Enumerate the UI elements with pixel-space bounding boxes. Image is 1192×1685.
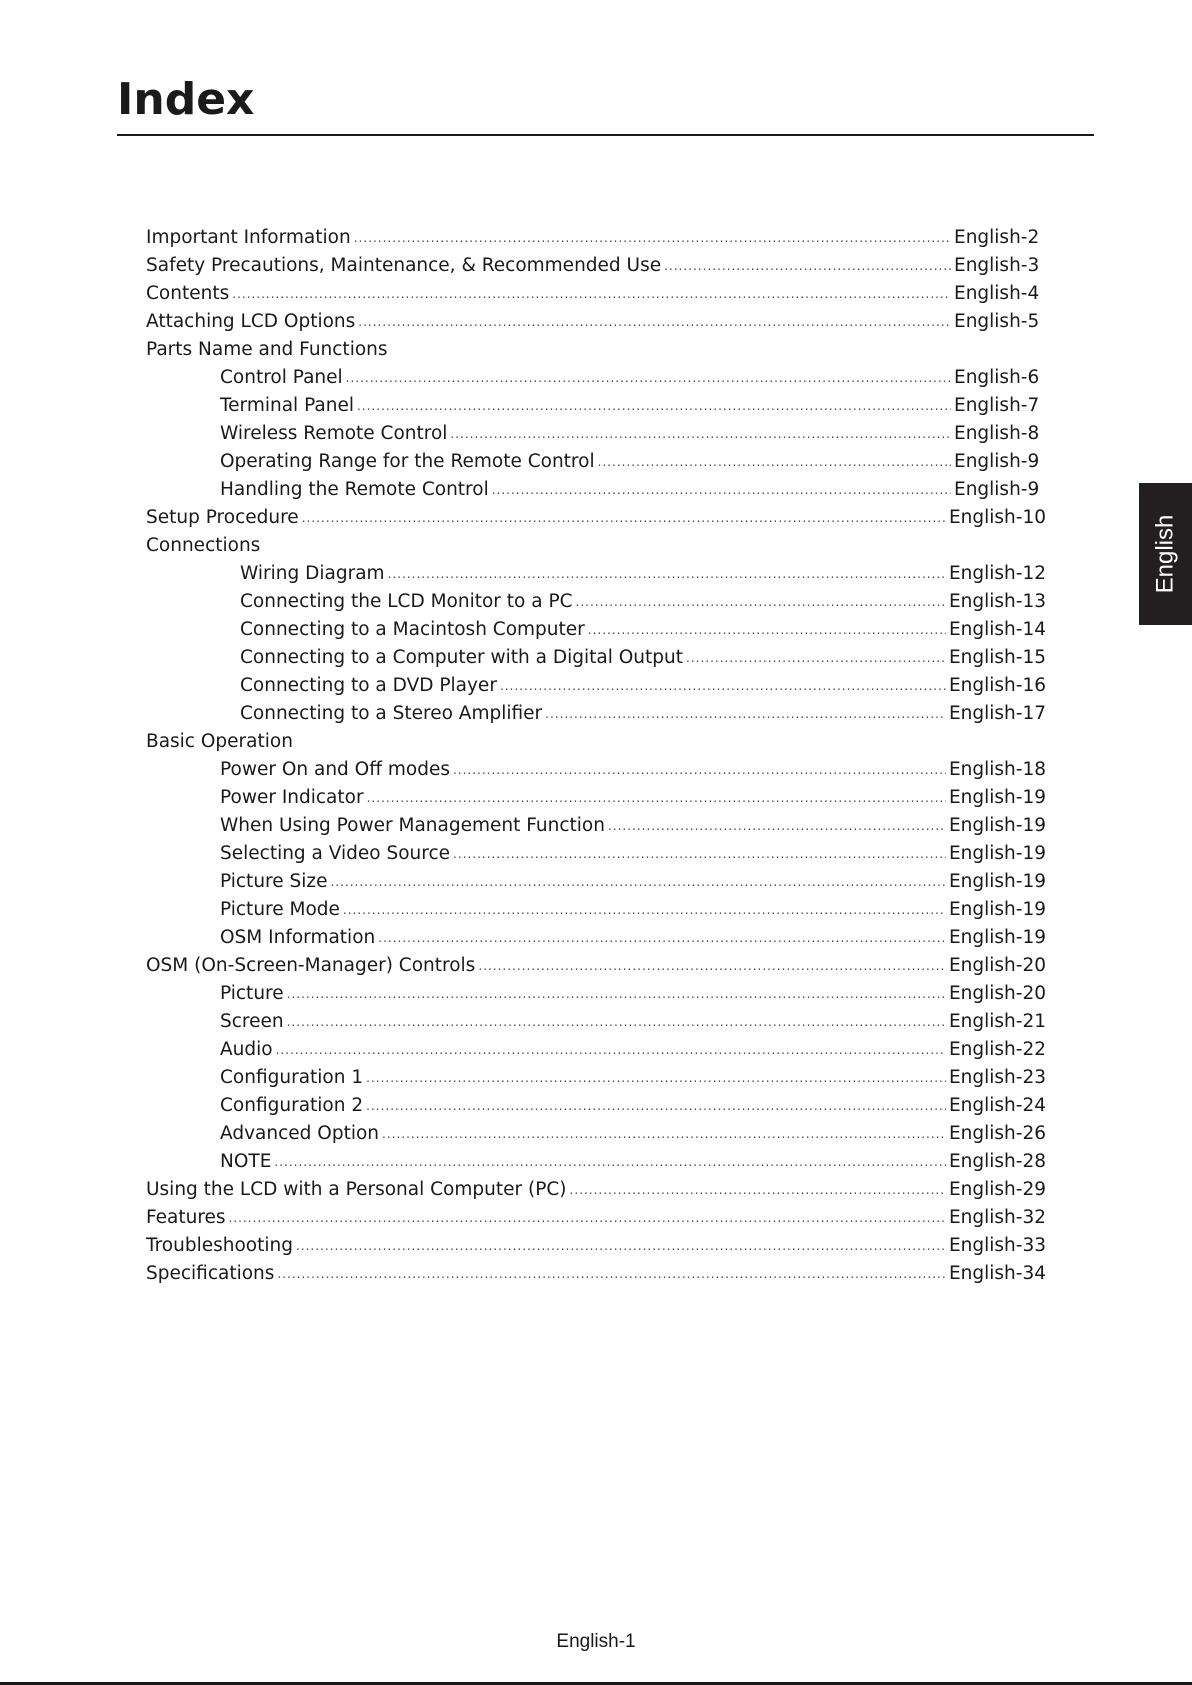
language-side-tab-label: English (1151, 514, 1179, 594)
toc-entry-page: English-6 (954, 367, 1040, 388)
toc-dot-leader (686, 651, 946, 665)
toc-entry-page: English-19 (948, 927, 1046, 948)
toc-entry-label: Connecting to a DVD Player (240, 675, 497, 696)
toc-entry (146, 787, 1046, 815)
toc-dot-leader (382, 1127, 946, 1141)
toc-dot-leader (229, 1211, 946, 1225)
toc-dot-leader (346, 371, 951, 385)
toc-entry-page: English-14 (948, 619, 1046, 640)
toc-entry-page: English-28 (948, 1151, 1046, 1172)
toc-entry (146, 1067, 1046, 1095)
toc-entry (146, 843, 1046, 871)
toc-entry (146, 255, 1046, 283)
toc-entry-label: Connecting to a Computer with a Digital Output (240, 647, 683, 668)
toc-entry-label: Basic Operation (146, 731, 293, 752)
toc-entry-page: English-19 (948, 815, 1046, 836)
toc-dot-leader (378, 931, 946, 945)
toc-entry (146, 283, 1046, 311)
toc-entry (146, 1179, 1046, 1207)
toc-entry-page: English-23 (948, 1067, 1046, 1088)
toc-dot-leader (367, 791, 946, 805)
toc-entry-label: Wiring Diagram (240, 563, 385, 584)
toc-entry-page: English-19 (948, 787, 1046, 808)
toc-entry-label: Handling the Remote Control (220, 479, 489, 500)
toc-entry (146, 1263, 1046, 1291)
toc-entry-page: English-26 (948, 1123, 1046, 1144)
toc-entry (146, 311, 1046, 339)
toc-entry (146, 1011, 1046, 1039)
toc-entry (146, 1151, 1046, 1179)
toc-entry-label: Operating Range for the Remote Control (220, 451, 595, 472)
table-of-contents (146, 227, 1046, 1291)
toc-entry (146, 815, 1046, 843)
toc-entry-page: English-15 (948, 647, 1046, 668)
toc-dot-leader (388, 567, 946, 581)
toc-dot-leader (330, 875, 945, 889)
toc-entry-page: English-4 (954, 283, 1040, 304)
toc-dot-leader (287, 1015, 946, 1029)
toc-dot-leader (500, 679, 946, 693)
toc-entry-page: English-34 (948, 1263, 1046, 1284)
toc-entry-label: Screen (220, 1011, 284, 1032)
toc-entry-page: English-16 (948, 675, 1046, 696)
toc-entry-page: English-5 (954, 311, 1040, 332)
language-side-tab (1139, 483, 1192, 625)
toc-entry-label: Contents (146, 283, 230, 304)
toc-entry-label: Picture Size (220, 871, 328, 892)
toc-entry (146, 647, 1046, 675)
toc-entry-page: English-9 (954, 479, 1040, 500)
toc-entry-label: Connecting to a Macintosh Computer (240, 619, 585, 640)
toc-entry-page: English-29 (948, 1179, 1046, 1200)
toc-entry-label: Safety Precautions, Maintenance, & Recommended Use (146, 255, 662, 276)
toc-entry-label: Specifications (146, 1263, 275, 1284)
toc-entry (146, 871, 1046, 899)
toc-entry-label: Connections (146, 535, 261, 556)
toc-entry (146, 451, 1046, 479)
toc-entry-page: English-19 (948, 871, 1046, 892)
toc-dot-leader (453, 847, 946, 861)
toc-entry (146, 1039, 1046, 1067)
toc-entry (146, 591, 1046, 619)
toc-entry (146, 507, 1046, 535)
toc-dot-leader (576, 595, 946, 609)
toc-entry-label: OSM (On-Screen-Manager) Controls (146, 955, 476, 976)
toc-dot-leader (588, 623, 946, 637)
page-number-footer: English-1 (556, 1631, 636, 1652)
toc-entry (146, 339, 1046, 367)
toc-entry-label: Power On and Off modes (220, 759, 450, 780)
toc-entry-label: NOTE (220, 1151, 272, 1172)
toc-dot-leader (478, 959, 946, 973)
toc-entry-label: Wireless Remote Control (220, 423, 448, 444)
toc-entry (146, 423, 1046, 451)
toc-dot-leader (287, 987, 946, 1001)
toc-entry-label: Important Information (146, 227, 351, 248)
toc-entry-page: English-8 (954, 423, 1040, 444)
toc-entry-page: English-7 (954, 395, 1040, 416)
toc-dot-leader (296, 1239, 946, 1253)
toc-entry-label: Attaching LCD Options (146, 311, 356, 332)
toc-entry-label: Picture Mode (220, 899, 340, 920)
toc-entry-label: Power Indicator (220, 787, 364, 808)
toc-entry-page: English-18 (948, 759, 1046, 780)
toc-dot-leader (545, 707, 946, 721)
toc-dot-leader (366, 1099, 946, 1113)
toc-entry (146, 367, 1046, 395)
toc-entry (146, 395, 1046, 423)
toc-entry-label: Setup Procedure (146, 507, 299, 528)
toc-entry-page: English-24 (948, 1095, 1046, 1116)
toc-entry (146, 927, 1046, 955)
toc-entry-label: Connecting to a Stereo Amplifier (240, 703, 543, 724)
toc-entry-label: Terminal Panel (220, 395, 354, 416)
toc-entry-page: English-20 (948, 955, 1046, 976)
toc-entry-label: Using the LCD with a Personal Computer (PC) (146, 1179, 567, 1200)
toc-dot-leader (343, 903, 946, 917)
toc-entry-label: Connecting the LCD Monitor to a PC (240, 591, 573, 612)
toc-entry-page: English-17 (948, 703, 1046, 724)
toc-entry-page: English-10 (948, 507, 1046, 528)
toc-entry (146, 1123, 1046, 1151)
title-divider (117, 134, 1094, 136)
toc-entry-label: Control Panel (220, 367, 343, 388)
toc-entry-label: Configuration 1 (220, 1067, 364, 1088)
toc-dot-leader (453, 763, 946, 777)
toc-entry (146, 563, 1046, 591)
page-title: Index (117, 74, 255, 125)
toc-entry-page: English-2 (954, 227, 1040, 248)
toc-dot-leader (276, 1043, 946, 1057)
toc-entry (146, 1095, 1046, 1123)
toc-entry (146, 983, 1046, 1011)
toc-entry-label: Selecting a Video Source (220, 843, 451, 864)
toc-dot-leader (232, 287, 951, 301)
toc-entry-label: Picture (220, 983, 284, 1004)
toc-entry (146, 955, 1046, 983)
toc-dot-leader (354, 231, 951, 245)
toc-entry (146, 619, 1046, 647)
toc-entry-label: When Using Power Management Function (220, 815, 605, 836)
toc-entry (146, 731, 1046, 759)
toc-dot-leader (492, 483, 951, 497)
toc-entry-label: Parts Name and Functions (146, 339, 388, 360)
toc-entry-label: Features (146, 1207, 226, 1228)
toc-entry (146, 1207, 1046, 1235)
toc-entry-label: Advanced Option (220, 1123, 380, 1144)
toc-entry (146, 899, 1046, 927)
toc-entry-page: English-12 (948, 563, 1046, 584)
toc-entry-page: English-33 (948, 1235, 1046, 1256)
toc-entry (146, 1235, 1046, 1263)
toc-entry (146, 759, 1046, 787)
toc-dot-leader (358, 315, 951, 329)
toc-entry-page: English-32 (948, 1207, 1046, 1228)
toc-entry-page: English-13 (948, 591, 1046, 612)
toc-dot-leader (274, 1155, 946, 1169)
toc-dot-leader (608, 819, 946, 833)
toc-entry (146, 227, 1046, 255)
toc-entry (146, 703, 1046, 731)
toc-entry-label: Troubleshooting (146, 1235, 293, 1256)
toc-entry-page: English-19 (948, 899, 1046, 920)
toc-dot-leader (664, 259, 951, 273)
toc-entry-page: English-20 (948, 983, 1046, 1004)
toc-dot-leader (598, 455, 951, 469)
toc-entry-page: English-9 (954, 451, 1040, 472)
toc-entry (146, 675, 1046, 703)
toc-entry-page: English-19 (948, 843, 1046, 864)
toc-dot-leader (302, 511, 946, 525)
toc-dot-leader (366, 1071, 946, 1085)
toc-entry-page: English-22 (948, 1039, 1046, 1060)
toc-entry-page: English-3 (954, 255, 1040, 276)
toc-entry-label: Configuration 2 (220, 1095, 364, 1116)
toc-entry-label: OSM Information (220, 927, 376, 948)
toc-dot-leader (570, 1183, 946, 1197)
toc-entry (146, 479, 1046, 507)
toc-entry-label: Audio (220, 1039, 273, 1060)
toc-entry-page: English-21 (948, 1011, 1046, 1032)
toc-dot-leader (450, 427, 951, 441)
toc-entry (146, 535, 1046, 563)
toc-dot-leader (277, 1267, 946, 1281)
toc-dot-leader (357, 399, 951, 413)
